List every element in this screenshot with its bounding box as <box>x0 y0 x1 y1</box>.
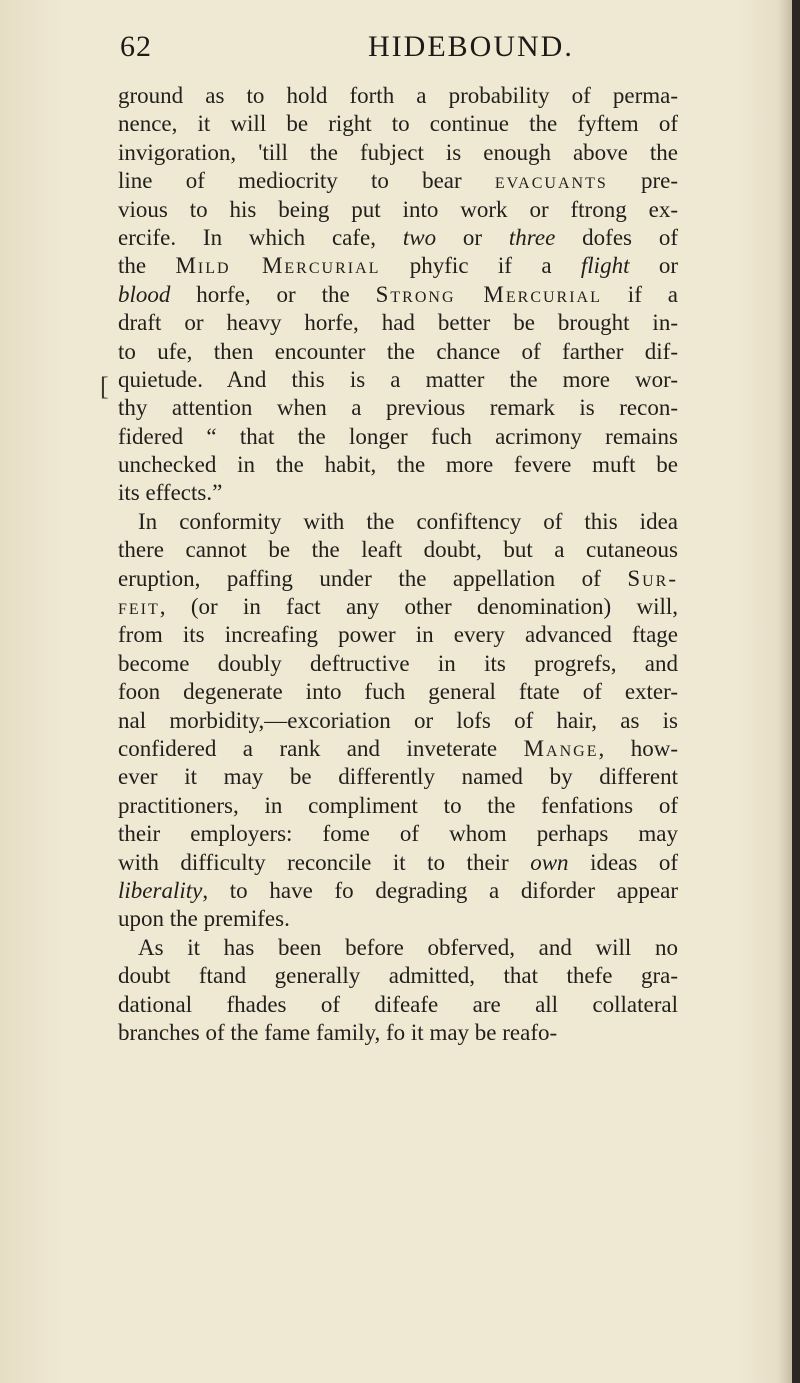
text-line <box>118 877 678 905</box>
text-line <box>118 252 678 280</box>
text-line <box>118 763 678 791</box>
text-run: In conformity with the confiftency of this idea <box>138 508 678 534</box>
text-run: line of mediocrity to bear <box>118 168 495 194</box>
text-run: thy attention when a previous remark is recon- <box>118 395 678 421</box>
text-run: if a <box>601 281 678 307</box>
text-run: unchecked in the habit, the more fevere muft be <box>118 452 678 478</box>
text-run: dofes of <box>555 224 678 250</box>
page-gutter-shadow <box>778 0 792 1383</box>
italic-text: three <box>508 224 556 250</box>
text-line <box>118 394 678 422</box>
running-head: HIDEBOUND. <box>368 30 574 63</box>
text-run: horfe, or the <box>170 281 376 307</box>
text-line <box>118 451 678 479</box>
text-run: As it has been before obferved, and will no <box>138 934 678 960</box>
italic-text: flight <box>580 253 630 279</box>
italic-text: own <box>530 849 569 875</box>
text-run: pre- <box>607 168 678 194</box>
text-line <box>118 224 678 252</box>
body-text <box>118 82 678 1047</box>
text-run: ever it may be differently named by different <box>118 764 678 790</box>
text-run: eruption, paffing under the appellation of <box>118 565 628 591</box>
text-run: nence, it will be right to continue the fyftem of <box>118 111 678 137</box>
page-edge <box>792 0 800 1383</box>
text-line <box>118 650 678 678</box>
text-run: there cannot be the leaft doubt, but a cutaneous <box>118 537 678 563</box>
text-run: dational fhades of difeafe are all collateral <box>118 991 678 1017</box>
italic-text: blood <box>118 281 171 307</box>
small-caps-text: Mild Mercurial <box>175 253 381 279</box>
text-line <box>118 281 678 309</box>
text-line <box>118 565 678 593</box>
small-caps-text: feit <box>118 594 160 620</box>
text-run: or <box>629 253 678 279</box>
text-run: , how- <box>598 735 678 761</box>
page-number: 62 <box>120 30 152 63</box>
text-line <box>118 820 678 848</box>
text-line <box>118 196 678 224</box>
text-run: ercife. In which cafe, <box>118 224 403 250</box>
text-run: , to have fo degrading a diforder appear <box>202 877 678 903</box>
text-line <box>118 962 678 990</box>
text-run: the <box>118 253 176 279</box>
text-run: foon degenerate into fuch general ftate of exter- <box>118 679 678 705</box>
text-run: quietude. And this is a matter the more wor- <box>118 366 678 392</box>
text-line <box>118 536 678 564</box>
text-line <box>118 849 678 877</box>
text-run: their employers: fome of whom perhaps may <box>118 821 678 847</box>
text-line <box>118 905 678 933</box>
text-run: confidered a rank and inveterate <box>118 735 524 761</box>
text-run: doubt ftand generally admitted, that thefe gra- <box>118 963 678 989</box>
text-line <box>118 593 678 621</box>
text-run: become doubly deftructive in its progrefs, and <box>118 650 678 676</box>
text-run: from its increafing power in every advanced ftage <box>118 622 678 648</box>
text-run: to ufe, then encounter the chance of farther dif- <box>118 338 678 364</box>
text-line <box>118 1019 678 1047</box>
italic-text: two <box>402 224 437 250</box>
text-line <box>118 82 678 110</box>
text-run: nal morbidity,—excoriation or lofs of hair, as is <box>118 707 678 733</box>
text-line <box>118 139 678 167</box>
text-run: branches of the fame family, fo it may be reafo- <box>118 1019 558 1045</box>
text-line <box>118 934 678 962</box>
margin-bracket-mark: [ <box>100 372 109 401</box>
small-caps-text: Mange <box>523 735 599 761</box>
text-run: ground as to hold forth a probability of perma- <box>118 83 678 108</box>
text-run: , (or in fact any other denomination) will, <box>159 594 678 620</box>
text-line <box>118 338 678 366</box>
text-run: fidered “ that the longer fuch acrimony remains <box>118 423 678 449</box>
text-line <box>118 991 678 1019</box>
text-line <box>118 423 678 451</box>
text-line <box>118 707 678 735</box>
text-line <box>118 366 678 394</box>
text-run: or <box>436 224 509 250</box>
text-run: ideas of <box>568 849 678 875</box>
page-header <box>120 30 680 70</box>
text-line <box>118 621 678 649</box>
text-line <box>118 792 678 820</box>
text-line <box>118 309 678 337</box>
text-run: draft or heavy horfe, had better be brought in- <box>118 310 678 336</box>
text-run: phyfic if a <box>380 253 581 279</box>
text-line <box>118 110 678 138</box>
text-run: with difficulty reconcile it to their <box>118 849 531 875</box>
text-run: vious to his being put into work or ftrong ex- <box>118 196 678 222</box>
text-run: practitioners, in compliment to the fenfations of <box>118 792 678 818</box>
small-caps-text: Sur- <box>627 565 678 591</box>
small-caps-text: Strong Mercurial <box>375 281 602 307</box>
small-caps-text: evacuants <box>494 168 608 194</box>
text-line <box>118 167 678 195</box>
text-run: its effects.” <box>118 480 223 506</box>
text-run: upon the premifes. <box>118 906 290 932</box>
text-line <box>118 479 678 507</box>
text-line <box>118 735 678 763</box>
text-line <box>118 678 678 706</box>
text-run: invigoration, 'till the fubject is enough above the <box>118 139 678 165</box>
italic-text: liberality <box>118 877 203 903</box>
text-line <box>118 508 678 536</box>
